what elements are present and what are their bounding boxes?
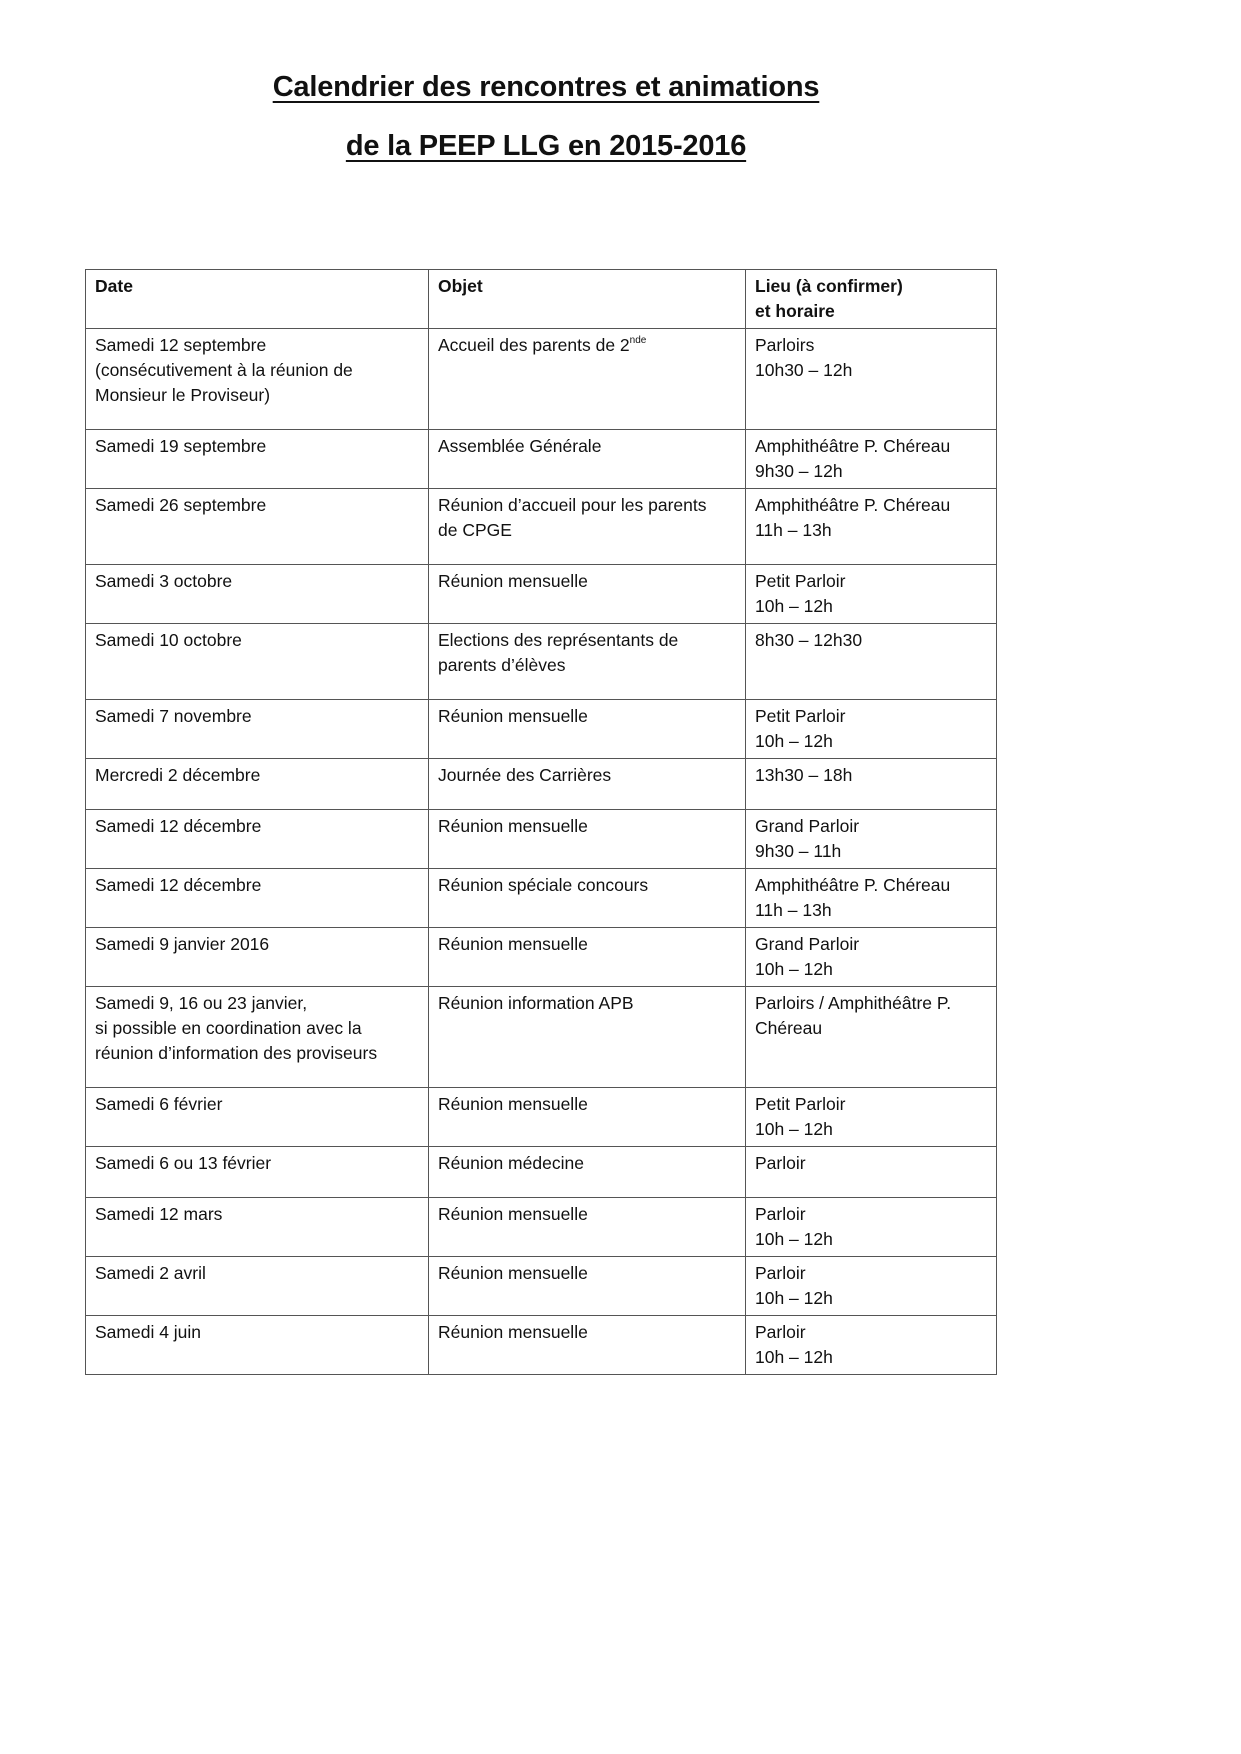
cell-date [86,700,429,759]
objet-text: Elections des représentants de [438,630,679,650]
table-row [86,869,997,928]
date-text: Monsieur le Proviseur) [95,385,271,405]
table-row [86,759,997,810]
table-row [86,928,997,987]
table-row [86,624,997,700]
lieu-text: Amphithéâtre P. Chéreau [755,875,951,895]
date-text: Samedi 6 ou 13 février [95,1153,272,1173]
cell-lieu [746,624,997,700]
objet-text: Réunion information APB [438,993,634,1013]
table-row [86,565,997,624]
date-text: réunion d’information des proviseurs [95,1043,378,1063]
cell-objet [429,1147,746,1198]
table-header-row [86,270,997,329]
date-text: Samedi 12 décembre [95,875,262,895]
cell-date [86,1316,429,1375]
date-text: Samedi 10 octobre [95,630,242,650]
lieu-text: Amphithéâtre P. Chéreau [755,436,951,456]
date-text: Samedi 4 juin [95,1322,202,1342]
cell-lieu [746,987,997,1088]
lieu-text: 10h – 12h [755,731,833,751]
superscript-text: nde [629,335,647,346]
cell-objet [429,700,746,759]
document-subtitle: de la PEEP LLG en 2015-2016 [345,130,747,162]
header-date: Date [86,270,429,329]
cell-date [86,987,429,1088]
lieu-text: 10h – 12h [755,596,833,616]
table-row [86,1088,997,1147]
lieu-text: Petit Parloir [755,571,846,591]
cell-date [86,624,429,700]
table-row [86,700,997,759]
cell-date [86,1198,429,1257]
cell-objet [429,1088,746,1147]
cell-date [86,1088,429,1147]
objet-text: Réunion médecine [438,1153,584,1173]
cell-lieu [746,1316,997,1375]
header-lieu: Lieu (à confirmer) et horaire [746,270,997,329]
document-title: Calendrier des rencontres et animations [272,71,820,103]
objet-text: Réunion mensuelle [438,1263,588,1283]
objet-text: Réunion mensuelle [438,1204,588,1224]
table-row [86,1198,997,1257]
lieu-text: Parloir [755,1204,806,1224]
date-text: Samedi 12 mars [95,1204,223,1224]
cell-lieu [746,430,997,489]
table-row [86,1147,997,1198]
date-text: Samedi 19 septembre [95,436,267,456]
cell-objet [429,624,746,700]
objet-text: Réunion mensuelle [438,571,588,591]
cell-lieu [746,869,997,928]
cell-lieu [746,329,997,430]
date-text: Samedi 6 février [95,1094,223,1114]
objet-text: de CPGE [438,520,512,540]
cell-objet [429,1198,746,1257]
lieu-text: 8h30 – 12h30 [755,630,863,650]
cell-lieu [746,1147,997,1198]
date-text: Samedi 9 janvier 2016 [95,934,270,954]
cell-objet [429,759,746,810]
lieu-text: Amphithéâtre P. Chéreau [755,495,951,515]
cell-lieu [746,1198,997,1257]
header-objet: Objet [429,270,746,329]
cell-objet [429,987,746,1088]
objet-text: Réunion mensuelle [438,706,588,726]
cell-lieu [746,928,997,987]
date-text: Samedi 2 avril [95,1263,206,1283]
lieu-text: 11h – 13h [755,520,832,540]
cell-lieu [746,759,997,810]
objet-text: Réunion mensuelle [438,934,588,954]
lieu-text: 9h30 – 11h [755,841,842,861]
lieu-text: 10h – 12h [755,1229,833,1249]
cell-lieu [746,1257,997,1316]
cell-objet [429,489,746,565]
objet-text: Réunion d’accueil pour les parents [438,495,707,515]
cell-lieu [746,489,997,565]
lieu-text: Chéreau [755,1018,823,1038]
schedule-table [85,269,997,1375]
date-text: si possible en coordination avec la [95,1018,362,1038]
date-text: Samedi 12 septembre [95,335,267,355]
cell-objet [429,810,746,869]
cell-objet [429,869,746,928]
lieu-text: 9h30 – 12h [755,461,843,481]
date-text: Samedi 12 décembre [95,816,262,836]
lieu-text: Petit Parloir [755,1094,846,1114]
lieu-text: 10h – 12h [755,1119,833,1139]
objet-text: Réunion spéciale concours [438,875,649,895]
cell-lieu [746,700,997,759]
lieu-text: 11h – 13h [755,900,832,920]
cell-date [86,759,429,810]
lieu-text: 13h30 – 18h [755,765,853,785]
table-row [86,489,997,565]
lieu-text: Parloirs [755,335,815,355]
date-text: (consécutivement à la réunion de [95,360,353,380]
table-row [86,1316,997,1375]
table-row [86,430,997,489]
objet-text: Réunion mensuelle [438,1322,588,1342]
objet-text: Accueil des parents de 2nde [438,335,647,355]
lieu-text: Parloirs / Amphithéâtre P. [755,993,952,1013]
objet-text: Assemblée Générale [438,436,602,456]
cell-date [86,1147,429,1198]
date-text: Mercredi 2 décembre [95,765,261,785]
cell-objet [429,928,746,987]
table-row [86,987,997,1088]
objet-text: Journée des Carrières [438,765,612,785]
lieu-text: Grand Parloir [755,934,860,954]
cell-date [86,489,429,565]
lieu-text: Petit Parloir [755,706,846,726]
date-text: Samedi 9, 16 ou 23 janvier, [95,993,308,1013]
cell-lieu [746,565,997,624]
cell-date [86,565,429,624]
cell-objet [429,1316,746,1375]
lieu-text: Parloir [755,1153,806,1173]
lieu-text: Parloir [755,1322,806,1342]
lieu-text: Parloir [755,1263,806,1283]
cell-date [86,430,429,489]
lieu-text: 10h – 12h [755,959,833,979]
date-text: Samedi 7 novembre [95,706,252,726]
cell-objet [429,565,746,624]
cell-date [86,329,429,430]
cell-objet [429,329,746,430]
table-row [86,810,997,869]
cell-date [86,810,429,869]
lieu-text: 10h – 12h [755,1347,833,1367]
cell-lieu [746,1088,997,1147]
objet-text: Réunion mensuelle [438,1094,588,1114]
date-text: Samedi 3 octobre [95,571,233,591]
lieu-text: 10h – 12h [755,1288,833,1308]
lieu-text: 10h30 – 12h [755,360,853,380]
cell-date [86,1257,429,1316]
date-text: Samedi 26 septembre [95,495,267,515]
cell-date [86,869,429,928]
cell-objet [429,430,746,489]
table-row [86,1257,997,1316]
table-row [86,329,997,430]
lieu-text: Grand Parloir [755,816,860,836]
cell-date [86,928,429,987]
objet-text: Réunion mensuelle [438,816,588,836]
objet-text: parents d’élèves [438,655,566,675]
cell-lieu [746,810,997,869]
cell-objet [429,1257,746,1316]
